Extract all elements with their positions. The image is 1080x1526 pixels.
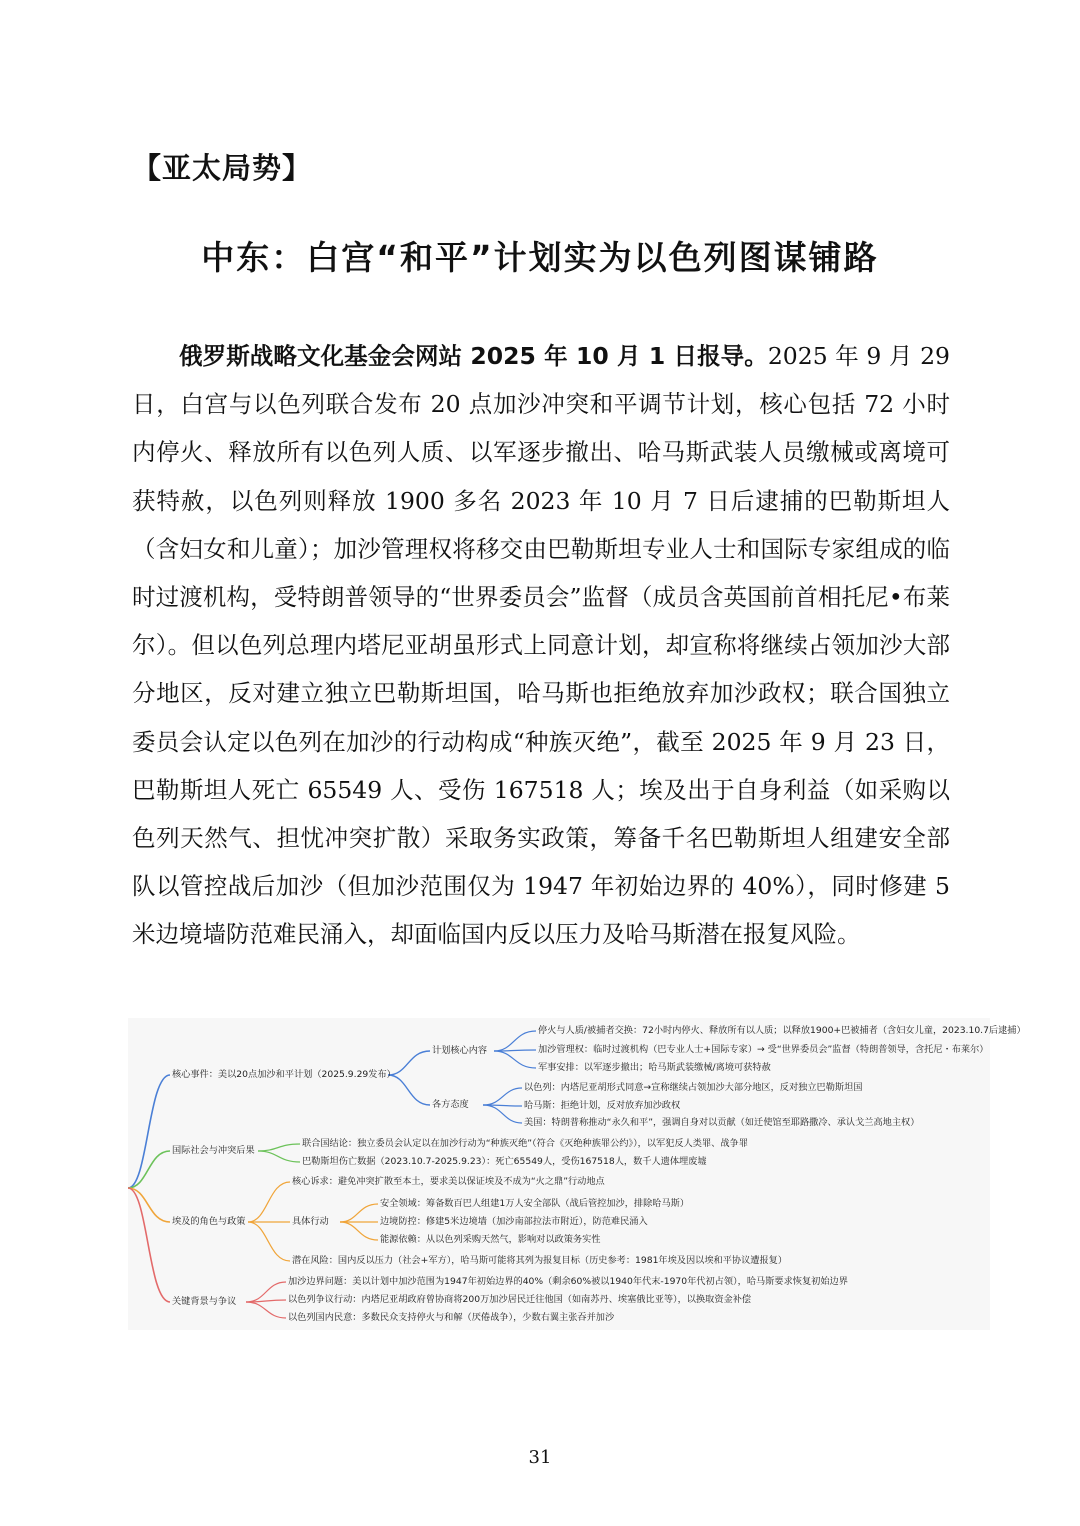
mindmap-leaf-bg-3: 以色列国内民意：多数民众支持停火与和解（厌倦战争），少数右翼主张吞并加沙	[288, 1312, 615, 1323]
mindmap-figure	[128, 1018, 1026, 1330]
mindmap-leaf-egypt-a1: 安全领域：筹备数百巴人组建1万人安全部队（战后管控加沙，排除哈马斯）	[380, 1198, 690, 1209]
mindmap-leaf-egypt-risk: 潜在风险：国内反以压力（社会+军方），哈马斯可能将其列为报复目标（历史参考：1981年埃及因以埃和平协议遭报复）	[292, 1255, 788, 1266]
mindmap-leaf-intl-1: 联合国结论：独立委员会认定以在加沙行动为“种族灭绝”（符合《灭绝种族罪公约》），以军犯反人类罪、战争罪	[302, 1138, 748, 1149]
mindmap-leaf-intl-2: 巴勒斯坦伤亡数据（2023.10.7-2025.9.23）：死亡65549人，受伤167518人，数千人遗体埋废墟	[302, 1156, 707, 1167]
mindmap-node-egypt-actions: 具体行动	[292, 1216, 329, 1227]
mindmap-node-stances: 各方态度	[432, 1099, 469, 1110]
mindmap-leaf-egypt-a3: 能源依赖：从以色列采购天然气，影响对以政策务实性	[380, 1234, 601, 1245]
paragraph-lead: 俄罗斯战略文化基金会网站 2025 年 10 月 1 日报导。	[179, 342, 768, 370]
mindmap-leaf-egypt-core: 核心诉求：避免冲突扩散至本土，要求美以保证埃及不成为“火之鼎”行动地点	[292, 1176, 605, 1187]
mindmap-node-egypt: 埃及的角色与政策	[172, 1216, 246, 1227]
mindmap-leaf-plan-2: 加沙管理权：临时过渡机构（巴专业人士+国际专家）→ 受“世界委员会”监督（特朗普领导，含托尼・布莱尔）	[538, 1044, 989, 1055]
mindmap-node-background: 关键背景与争议	[172, 1296, 237, 1307]
paragraph-body: 2025 年 9 月 29 日，白宫与以色列联合发布 20 点加沙冲突和平调节计划，核心包括 72 小时内停火、释放所有以色列人质、以军逐步撤出、哈马斯武装人员缴械或离境可获特赦，以色列则释放 1900 多名 2023 年 10 月 7 日后逮捕的巴勒斯坦人（含妇女和儿童）；加沙管理权将移交由巴勒斯坦专业人士和国际专家组成的临时过渡机构，受特朗普领导的“世界委员会”监督（成员含英国前首相托尼•布莱尔）。但以色列总理内塔尼亚胡虽形式上同意计划，却宣称将继续占领加沙大部分地区，反对建立独立巴勒斯坦国，哈马斯也拒绝放弃加沙政权；联合国独立委员会认定以色列在加沙的行动构成“种族灭绝”，截至 2025 年 9 月 23 日，巴勒斯坦人死亡 65549 人、受伤 167518 人；埃及出于自身利益（如采购以色列天然气、担忧冲突扩散）采取务实政策，筹备千名巴勒斯坦人组建安全部队以管控战后加沙（但加沙范围仅为 1947 年初始边界的 40%），同时修建 5 米边境墙防范难民涌入，却面临国内反以压力及哈马斯潜在报复风险。	[132, 342, 950, 949]
mindmap-leaf-stance-2: 哈马斯：拒绝计划，反对放弃加沙政权	[524, 1100, 681, 1111]
mindmap-node-intl: 国际社会与冲突后果	[172, 1145, 255, 1156]
mindmap-leaf-stance-3: 美国：特朗普称推动“永久和平”，强调自身对以贡献（如迁使馆至耶路撒冷、承认戈兰高地主权）	[524, 1117, 920, 1128]
page-number: 31	[528, 1447, 552, 1468]
article-paragraph	[132, 332, 950, 959]
mindmap-leaf-plan-1: 停火与人质/被捕者交换：72小时内停火、释放所有以人质；以释放1900+巴被捕者（含妇女儿童，2023.10.7后逮捕）	[538, 1025, 1026, 1036]
mindmap-leaf-bg-1: 加沙边界问题：美以计划中加沙范围为1947年初始边界的40%（剩余60%被以1940年代末-1970年代初占领），哈马斯要求恢复初始边界	[288, 1276, 848, 1287]
connector-core	[128, 1075, 170, 1188]
mindmap-leaf-stance-1: 以色列：内塔尼亚胡形式同意→宣称继续占领加沙大部分地区，反对独立巴勒斯坦国	[524, 1082, 863, 1093]
mindmap-leaf-plan-3: 军事安排：以军逐步撤出；哈马斯武装缴械/离境可获特赦	[538, 1062, 771, 1073]
article-title: 中东：白宫“和平”计划实为以色列图谋铺路	[201, 238, 879, 277]
mindmap-leaf-egypt-a2: 边境防控：修建5米边境墙（加沙南部拉法市附近），防范难民涌入	[380, 1216, 648, 1227]
mindmap-leaf-bg-2: 以色列争议行动：内塔尼亚胡政府曾协商将200万加沙居民迁往他国（如南苏丹、埃塞俄比亚等），以换取资金补偿	[288, 1294, 752, 1305]
section-tag: 【亚太局势】	[132, 151, 313, 185]
mindmap-node-core-event: 核心事件：美以20点加沙和平计划（2025.9.29发布）	[172, 1069, 396, 1080]
mindmap-node-plan-core: 计划核心内容	[432, 1045, 488, 1056]
